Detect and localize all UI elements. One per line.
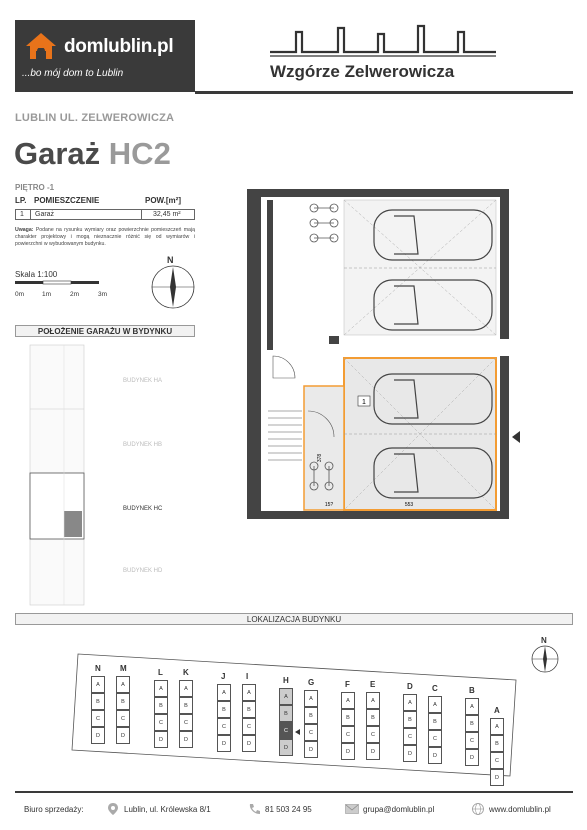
project-name: Wzgórze Zelwerowicza [270, 62, 455, 81]
bike-rack-icon [310, 204, 338, 242]
plan-wall [247, 189, 261, 519]
scale-tick: 3m [98, 291, 108, 298]
site-cell: A [242, 684, 256, 701]
scale-tick: 1m [42, 291, 52, 298]
row-divider [30, 210, 31, 220]
sales-phone[interactable]: 81 503 24 95 [265, 805, 312, 814]
note-label: Uwaga: [15, 227, 34, 233]
site-cell: A [428, 696, 442, 713]
header-divider [195, 91, 573, 94]
site-cell: D [242, 735, 256, 752]
compass-label: N [541, 636, 547, 645]
brand-tagline: ...bo mój dom to Lublin [22, 68, 124, 79]
globe-icon [472, 803, 484, 815]
site-cell: A [116, 676, 130, 693]
title-code: HC2 [108, 136, 171, 171]
site-cell: B [366, 709, 380, 726]
location-pin-icon [108, 803, 118, 815]
site-cell: D [403, 745, 417, 762]
site-cell: B [116, 693, 130, 710]
site-cell: D [428, 747, 442, 764]
plan-wall [329, 336, 339, 344]
building-label-active: BUDYNEK HC [123, 506, 163, 512]
floor-plan [244, 186, 574, 526]
compass-icon [150, 264, 196, 310]
site-outline [70, 650, 520, 780]
col-area: POW.[m²] [145, 196, 181, 205]
site-cell: D [91, 727, 105, 744]
site-building-letter: N [95, 664, 101, 673]
section-header: POŁOŻENIE GARAŻU W BYDYNKU [15, 325, 195, 337]
site-cell: C [154, 714, 168, 731]
dimension-label: 15? [324, 502, 334, 508]
site-cell: C [403, 728, 417, 745]
rooms-table-header [15, 196, 195, 208]
row-room: Garaż [35, 211, 55, 218]
compass-icon [530, 644, 560, 674]
email-icon [345, 804, 359, 814]
site-building-letter: K [183, 668, 189, 677]
site-cell: C [366, 726, 380, 743]
site-cell: C [465, 732, 479, 749]
site-cell: B [154, 697, 168, 714]
row-divider [141, 210, 142, 220]
site-cell: A [403, 694, 417, 711]
site-cell: D [217, 735, 231, 752]
sales-address[interactable]: Lublin, ul. Królewska 8/1 [124, 805, 211, 814]
site-cell: A [465, 698, 479, 715]
scale-label: Skala 1:100 [15, 270, 58, 279]
site-cell: C [217, 718, 231, 735]
garage-storage [304, 386, 344, 510]
site-cell: B [341, 709, 355, 726]
site-cell: C [341, 726, 355, 743]
site-cell: D [154, 731, 168, 748]
site-cell: B [217, 701, 231, 718]
building-label: BUDYNEK HA [123, 378, 163, 384]
site-building-letter: E [370, 680, 376, 689]
building-label: BUDYNEK HD [123, 568, 163, 574]
site-cell: B [428, 713, 442, 730]
site-cell: B [490, 735, 504, 752]
footer-divider [15, 791, 573, 793]
dimension-label: 378 [317, 453, 323, 463]
site-building-letter: C [432, 684, 438, 693]
site-cell: D [279, 739, 293, 756]
site-cell: B [179, 697, 193, 714]
site-cell: B [91, 693, 105, 710]
plan-wall [247, 511, 509, 519]
page-title [14, 136, 171, 172]
sales-email[interactable]: grupa@domlublin.pl [363, 805, 435, 814]
col-no: LP. [15, 196, 27, 205]
site-cell: D [490, 769, 504, 786]
scale-bar [15, 280, 110, 286]
site-cell: D [465, 749, 479, 766]
site-cell: A [217, 684, 231, 701]
site-cell: C [428, 730, 442, 747]
site-cell: A [304, 690, 318, 707]
phone-icon [248, 803, 260, 815]
site-cell: D [116, 727, 130, 744]
site-pointer-icon [295, 729, 300, 735]
site-cell: C [304, 724, 318, 741]
site-cell: A [91, 676, 105, 693]
site-cell: C [490, 752, 504, 769]
dimension-label: 553 [404, 502, 414, 508]
site-building-letter: B [469, 686, 475, 695]
site-cell: C [179, 714, 193, 731]
entrance-arrow-icon [512, 431, 520, 443]
title-prefix: Garaż [14, 136, 101, 171]
site-cell: C [116, 710, 130, 727]
project-logo-icon [268, 22, 498, 58]
site-cell: A [179, 680, 193, 697]
door-swing [273, 356, 295, 378]
site-cell: B [304, 707, 318, 724]
address-line: LUBLIN UL. ZELWEROWICZA [15, 112, 175, 124]
site-building-letter: J [221, 672, 226, 681]
site-building-letter: I [246, 672, 249, 681]
site-cell: A [341, 692, 355, 709]
site-building-letter: M [120, 664, 127, 673]
site-cell: D [179, 731, 193, 748]
site-cell: B [242, 701, 256, 718]
site-building-letter: A [494, 706, 500, 715]
site-cell: D [341, 743, 355, 760]
sales-website[interactable]: www.domlublin.pl [489, 805, 551, 814]
site-cell: B [465, 715, 479, 732]
site-cell-active: C [279, 722, 293, 739]
building-strip [28, 343, 88, 608]
site-building-letter: G [308, 678, 315, 687]
site-building-letter: L [158, 668, 163, 677]
site-cell: A [279, 688, 293, 705]
stairs-icon [268, 411, 302, 460]
note-text: Podane na rysunku wymiary oraz powierzchnie pomieszczeń mają charakter projektowy i mogą nieznacznie różnić się od wymiarów i powierzchni w wybudowanym budynku. [15, 227, 195, 247]
site-building-letter: H [283, 676, 289, 685]
house-logo-icon [24, 31, 58, 61]
site-cell: D [366, 743, 380, 760]
row-area: 32,45 m² [153, 211, 181, 218]
site-cell: A [366, 692, 380, 709]
site-cell: D [304, 741, 318, 758]
section-header: LOKALIZACJA BUDYNKU [15, 613, 573, 625]
plan-wall [500, 189, 509, 339]
room-number: 1 [362, 399, 366, 406]
note [15, 227, 195, 248]
row-no: 1 [20, 211, 24, 218]
site-cell: B [403, 711, 417, 728]
scale-tick: 0m [15, 291, 25, 298]
site-building-letter: D [407, 682, 413, 691]
scale-tick: 2m [70, 291, 80, 298]
plan-wall [500, 356, 509, 519]
site-cell: A [154, 680, 168, 697]
site-cell: B [279, 705, 293, 722]
site-cell: C [91, 710, 105, 727]
table-row [15, 209, 195, 220]
site-cell: C [242, 718, 256, 735]
building-label: BUDYNEK HB [123, 442, 163, 448]
plan-wall [247, 189, 509, 197]
site-cell: A [490, 718, 504, 735]
floor-label: PIĘTRO -1 [15, 183, 55, 192]
sales-label: Biuro sprzedaży: [24, 805, 84, 814]
col-room: POMIESZCZENIE [34, 196, 100, 205]
compass-label: N [167, 255, 174, 265]
site-building-letter: F [345, 680, 350, 689]
plan-wall [267, 200, 273, 350]
brand-name: domlublin.pl [64, 36, 174, 57]
